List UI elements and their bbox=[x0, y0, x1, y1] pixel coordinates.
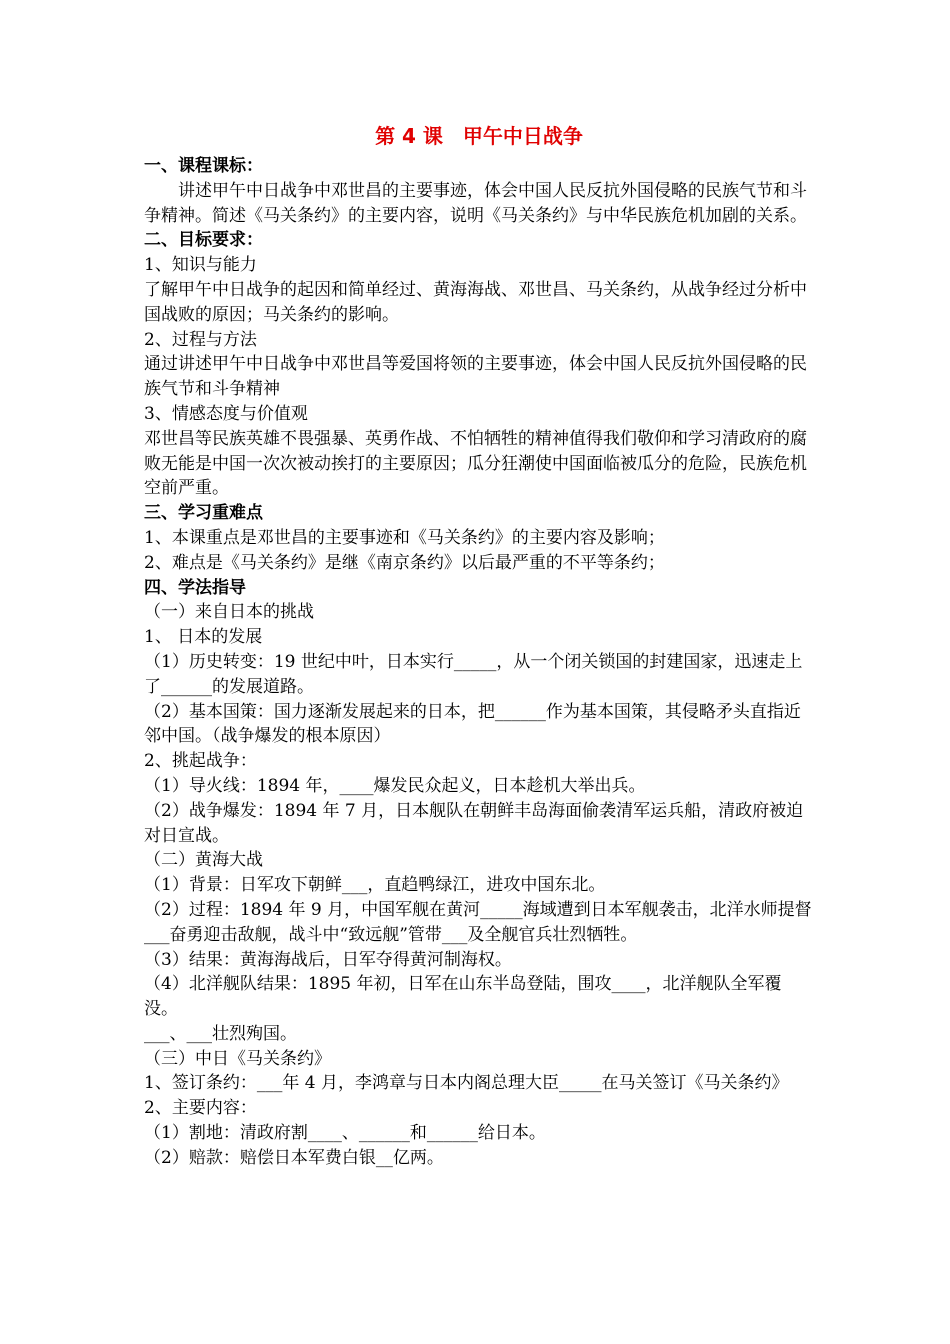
paragraph: （二）黄海大战 bbox=[144, 850, 263, 871]
paragraph: （1）导火线：1894 年，____爆发民众起义，日本趁机大举出兵。 bbox=[144, 775, 646, 796]
section-heading: 四、学法指导 bbox=[144, 577, 246, 598]
paragraph: 3、情感态度与价值观 bbox=[144, 403, 308, 424]
paragraph: （2）战争爆发：1894 年 7 月，日本舰队在朝鲜丰岛海面偷袭清军运兵船，清政府被迫对日宣战。 bbox=[144, 800, 804, 846]
paragraph: （1）割地：清政府割____、______和______给日本。 bbox=[144, 1123, 546, 1144]
paragraph: 1、知识与能力 bbox=[144, 255, 257, 276]
document-title: 第 4 课 甲午中日战争 bbox=[375, 124, 583, 148]
paragraph: （4）北洋舰队结果：1895 年初，日军在山东半岛登陆，围攻____，北洋舰队全军覆没。 bbox=[144, 974, 782, 1020]
section-heading: 二、目标要求： bbox=[144, 230, 263, 251]
section-heading: 三、学习重难点 bbox=[144, 503, 263, 524]
document-body bbox=[144, 154, 814, 1171]
paragraph: 2、难点是《马关条约》是继《南京条约》以后最严重的不平等条约； bbox=[144, 552, 665, 573]
paragraph: 1、本课重点是邓世昌的主要事迹和《马关条约》的主要内容及影响； bbox=[144, 527, 665, 548]
paragraph: （1）历史转变：19 世纪中叶，日本实行_____，从一个闭关锁国的封建国家，迅速走上了______的发展道路。 bbox=[144, 651, 803, 697]
section-heading: 一、课程课标： bbox=[144, 156, 263, 176]
paragraph: 2、过程与方法 bbox=[144, 329, 257, 350]
paragraph: 2、主要内容： bbox=[144, 1098, 257, 1119]
paragraph: 了解甲午中日战争的起因和简单经过、黄海海战、邓世昌、马关条约，从战争经过分析中国战败的原因；马关条约的影响。 bbox=[144, 279, 807, 325]
paragraph: （1）背景：日军攻下朝鲜___，直趋鸭绿江，进攻中国东北。 bbox=[144, 875, 606, 896]
paragraph: （2）过程：1894 年 9 月，中国军舰在黄河_____海域遭到日本军舰袭击，北洋水师提督___奋勇迎击敌舰，战斗中“致远舰”管带___及全舰官兵壮烈牺牲。 bbox=[144, 899, 812, 945]
paragraph: 讲述甲午中日战争中邓世昌的主要事迹，体会中国人民反抗外国侵略的民族气节和斗争精神。简述《马关条约》的主要内容，说明《马关条约》与中华民族危机加剧的关系。 bbox=[144, 180, 807, 226]
paragraph: 邓世昌等民族英雄不畏强暴、英勇作战、不怕牺牲的精神值得我们敬仰和学习清政府的腐败无能是中国一次次被动挨打的主要原因；瓜分狂潮使中国面临被瓜分的危险，民族危机空前严重。 bbox=[144, 428, 807, 499]
paragraph: （三）中日《马关条约》 bbox=[144, 1048, 331, 1069]
paragraph: （2）赔款：赔偿日本军费白银__亿两。 bbox=[144, 1147, 444, 1168]
paragraph: 1、 日本的发展 bbox=[144, 627, 263, 648]
paragraph: 1、签订条约：___年 4 月，李鸿章与日本内阁总理大臣_____在马关签订《马关条约》 bbox=[144, 1073, 789, 1094]
paragraph: （2）基本国策：国力逐渐发展起来的日本，把______作为基本国策，其侵略矛头直指近邻中国。（战争爆发的根本原因） bbox=[144, 701, 801, 747]
paragraph: ___、___壮烈殉国。 bbox=[144, 1023, 297, 1044]
document-page bbox=[144, 120, 814, 1171]
paragraph: 2、挑起战争： bbox=[144, 751, 257, 772]
paragraph: （一）来自日本的挑战 bbox=[144, 602, 314, 623]
paragraph: 通过讲述甲午中日战争中邓世昌等爱国将领的主要事迹，体会中国人民反抗外国侵略的民族气节和斗争精神 bbox=[144, 354, 807, 400]
paragraph: （3）结果：黄海海战后，日军夺得黄河制海权。 bbox=[144, 949, 512, 970]
